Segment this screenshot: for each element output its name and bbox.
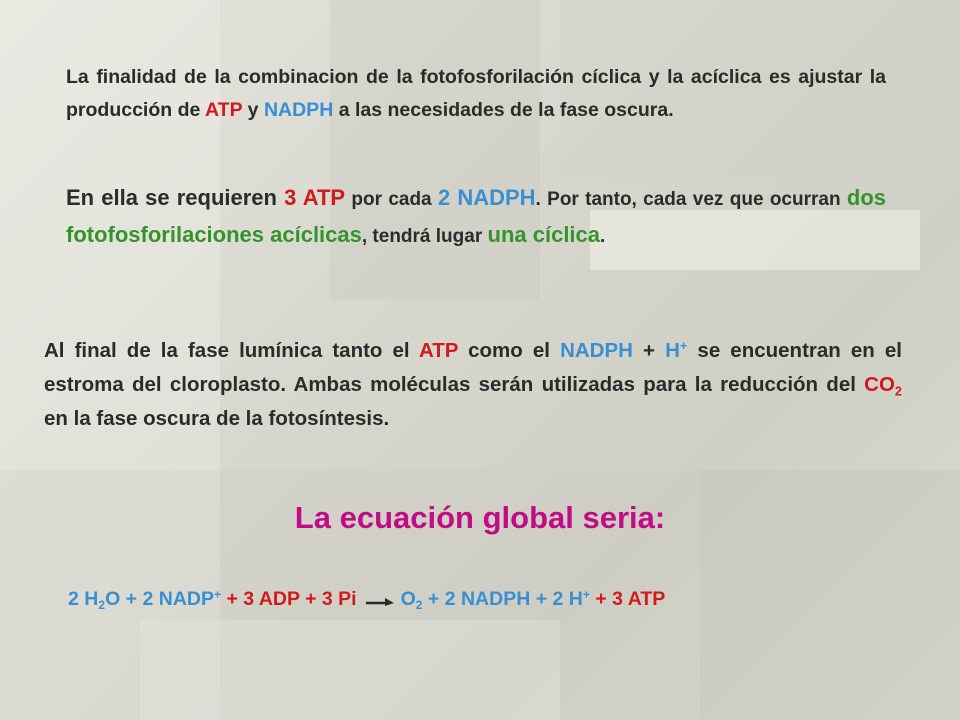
paragraph-stroma — [44, 334, 902, 436]
p1-atp: ATP — [205, 99, 243, 121]
p3-co2 — [864, 373, 902, 399]
eq-nadph-h: 2 NADPH + 2 H — [444, 588, 583, 610]
paragraph-purpose — [66, 61, 886, 127]
p3-nadph: NADPH — [560, 339, 633, 362]
eq-nadp: 2 NADP — [142, 588, 215, 610]
p3-h: H — [665, 339, 680, 362]
eq-nadp-sup: + — [214, 587, 222, 602]
eq-adp-pi: + 3 ADP + 3 Pi — [221, 588, 357, 610]
p3-hydrogen-ion — [665, 339, 687, 362]
eq-oxygen-sub: 2 — [415, 598, 423, 613]
p1-text-y: y — [242, 99, 264, 121]
p2-text-c: . Por tanto, cada vez que ocurran — [535, 189, 847, 210]
eq-water-rest: O + — [105, 588, 143, 610]
p3-text-a: Al final de la fase lumínica tanto el — [44, 339, 419, 362]
p3-text-b: como el — [458, 339, 561, 362]
eq-water-sub: 2 — [98, 598, 106, 613]
p3-plus: + — [632, 339, 666, 362]
paragraph-requirements — [66, 180, 886, 254]
p2-cyclic: una cíclica — [487, 222, 601, 247]
p1-text-b: a las necesidades de la fase oscura. — [333, 99, 674, 121]
eq-water-coef: 2 H — [68, 588, 99, 610]
p3-h-sup: + — [679, 338, 688, 354]
eq-oxygen: O — [400, 588, 416, 610]
eq-plus: + — [422, 588, 445, 610]
p2-nadph: 2 NADPH — [437, 185, 536, 210]
p2-text-b: por cada — [345, 189, 438, 210]
eq-atp: + 3 ATP — [589, 588, 666, 610]
p3-co-sub: 2 — [894, 383, 902, 399]
p3-text-d: en la fase oscura de la fotosíntesis. — [44, 407, 390, 430]
p1-text-a: La finalidad de la combinacion de la fotofosforilación cíclica y la acíclica es ajustar la producción de — [66, 66, 886, 121]
p2-atp: 3 ATP — [284, 185, 346, 210]
global-equation — [68, 588, 665, 611]
p2-text-d: , tendrá lugar — [361, 226, 488, 247]
p2-acyclic: dos fotofosforilaciones acíclicas — [66, 185, 886, 247]
p3-co: CO — [864, 373, 895, 396]
right-arrow-icon — [365, 593, 395, 607]
p3-atp: ATP — [418, 339, 459, 362]
p2-text-a: En ella se requieren — [66, 185, 285, 210]
p3-text-c: se encuentran en el estroma del cloroplasto. Ambas moléculas serán utilizadas para la reducción del — [44, 339, 902, 396]
eq-h-sup: + — [582, 587, 590, 602]
p2-text-e: . — [600, 226, 606, 247]
p1-nadph: NADPH — [263, 99, 334, 121]
equation-title: La ecuación global seria: — [294, 500, 666, 535]
